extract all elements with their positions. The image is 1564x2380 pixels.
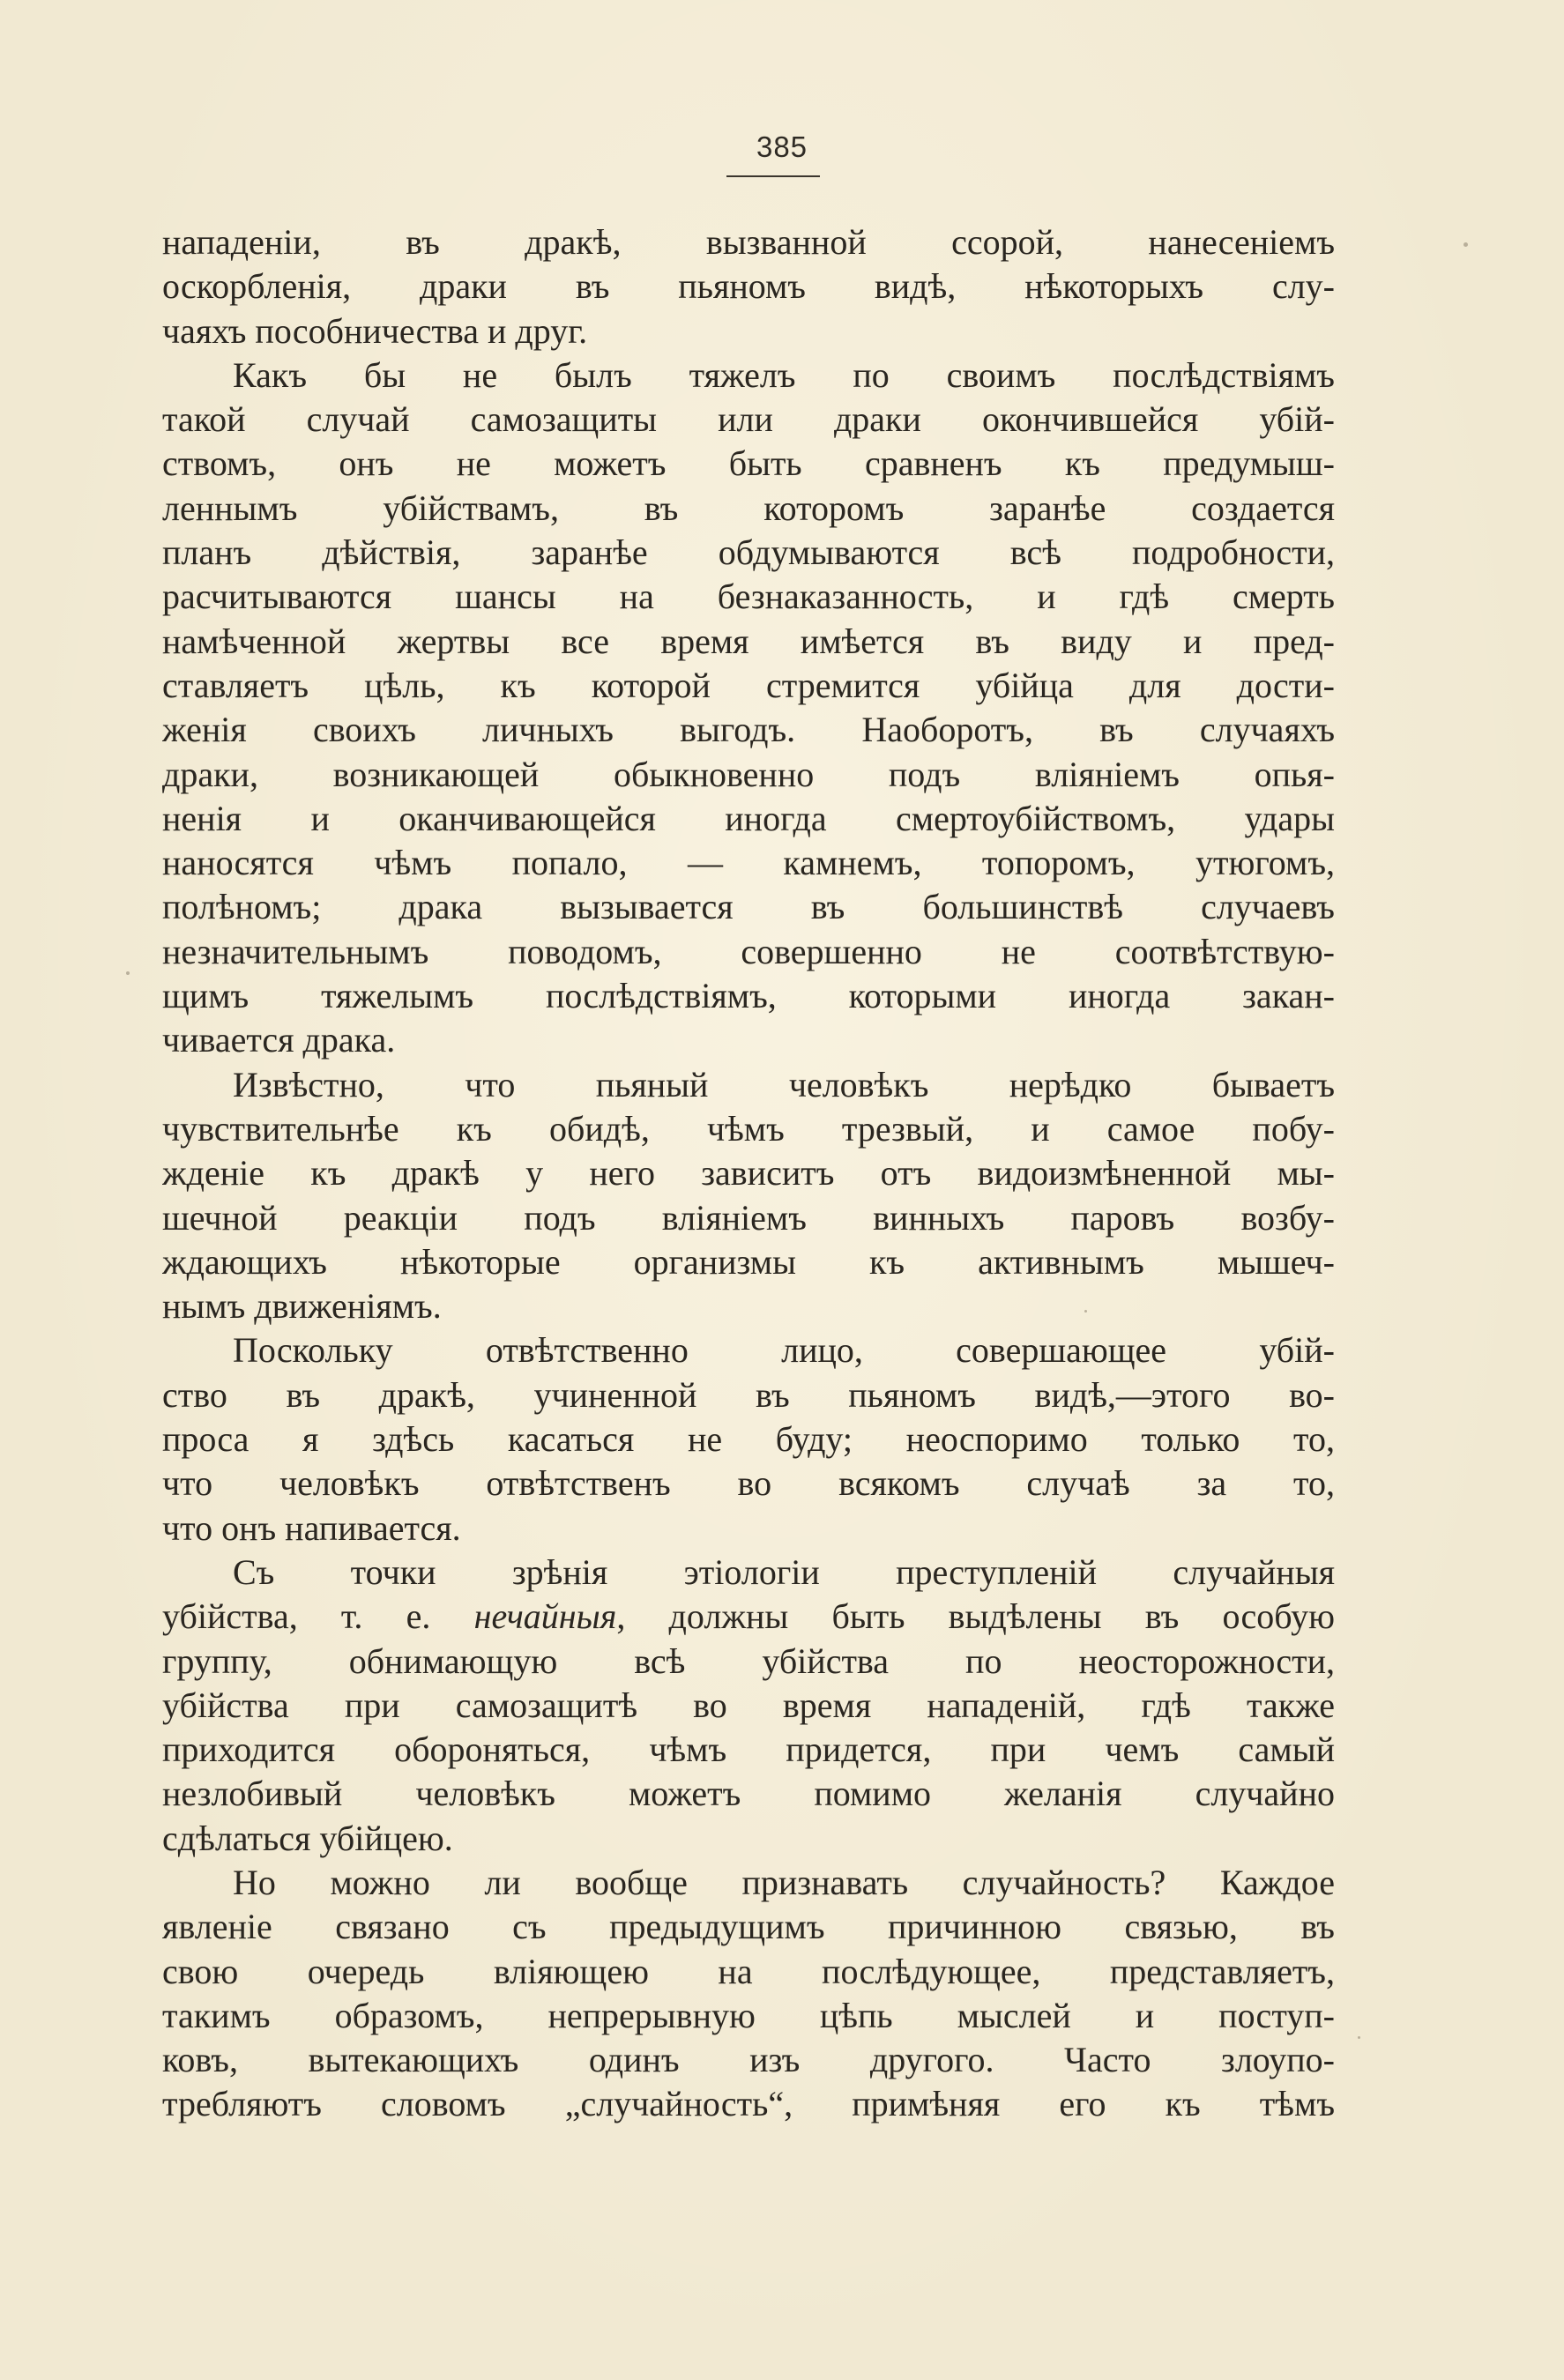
text-line: убiйства при самозащитѣ во время нападенiй, гдѣ также — [162, 1685, 1335, 1725]
text-line: чувствительнѣе къ обидѣ, чѣмъ трезвый, и самое побу- — [162, 1108, 1335, 1149]
body-text — [162, 220, 1335, 2127]
paper-speck — [126, 971, 130, 975]
text-line: ствомъ, онъ не можетъ быть сравненъ къ предумыш- — [162, 443, 1335, 484]
text-line: требляютъ словомъ „случайность“, примѣняя его къ тѣмъ — [162, 2084, 1335, 2124]
text-line: полѣномъ; драка вызывается въ большинствѣ случаевъ — [162, 887, 1335, 927]
paper-speck — [1358, 2036, 1360, 2039]
text-line — [162, 1595, 1335, 1639]
paper-speck — [1463, 242, 1468, 247]
text-line: Поскольку отвѣтственно лицо, совершающее убiй- — [233, 1330, 1335, 1371]
text-line: ждающихъ нѣкоторые организмы къ активнымъ мышеч- — [162, 1241, 1335, 1282]
text-line: чивается драка. — [162, 1020, 396, 1060]
text-line: шечной реакцiи подъ влiянiемъ винныхъ паровъ возбу- — [162, 1197, 1335, 1238]
text-line: Извѣстно, что пьяный человѣкъ нерѣдко бываетъ — [233, 1064, 1335, 1104]
text-line: группу, обнимающую всѣ убiйства по неосторожности, — [162, 1640, 1335, 1681]
text-line: планъ дѣйствiя, заранѣе обдумываются всѣ подробности, — [162, 532, 1335, 573]
text-line: ковъ, вытекающихъ одинъ изъ другого. Часто злоупо- — [162, 2040, 1335, 2080]
text-line: Но можно ли вообще признавать случайность? Каждое — [233, 1862, 1335, 1902]
text-line: такимъ образомъ, непрерывную цѣпь мыслей и поступ- — [162, 1995, 1335, 2035]
text-line: Какъ бы не былъ тяжелъ по своимъ послѣдствiямъ — [233, 354, 1335, 395]
text-line: нападенiи, въ дракѣ, вызванной ссорой, нанесенiемъ — [162, 222, 1335, 262]
text-line: нымъ движенiямъ. — [162, 1286, 442, 1327]
text-line: незначительнымъ поводомъ, совершенно не соотвѣтствую- — [162, 931, 1335, 971]
text-segment: убiйства, т. е. — [162, 1596, 474, 1637]
text-line: сдѣлаться убiйцею. — [162, 1818, 453, 1858]
text-line: жденiе къ дракѣ у него зависитъ отъ видоизмѣненной мы- — [162, 1153, 1335, 1194]
text-line: приходится обороняться, чѣмъ придется, при чемъ самый — [162, 1729, 1335, 1770]
text-line: леннымъ убiйствамъ, въ которомъ заранѣе создается — [162, 487, 1335, 528]
text-line: Съ точки зрѣнiя этiологiи преступленiй случайныя — [233, 1551, 1335, 1592]
text-line: женiя своихъ личныхъ выгодъ. Наоборотъ, въ случаяхъ — [162, 710, 1335, 750]
text-line: такой случай самозащиты или драки окончившейся убiй- — [162, 399, 1335, 440]
text-segment: , должны быть выдѣлены въ особую — [616, 1596, 1335, 1637]
text-line: драки, возникающей обыкновенно подъ влiянiемъ опья- — [162, 754, 1335, 794]
text-line: незлобивый человѣкъ можетъ помимо желанiя случайно — [162, 1774, 1335, 1814]
text-line: ненiя и оканчивающейся иногда смертоубiйствомъ, удары — [162, 798, 1335, 838]
text-line: ство въ дракѣ, учиненной въ пьяномъ видѣ,—этого во- — [162, 1374, 1335, 1415]
text-line: намѣченной жертвы все время имѣется въ виду и пред- — [162, 621, 1335, 661]
text-line: ставляетъ цѣль, къ которой стремится убiйца для дости- — [162, 665, 1335, 705]
text-line: чаяхъ пособничества и друг. — [162, 310, 588, 351]
text-line: оскорбленiя, драки въ пьяномъ видѣ, нѣкоторыхъ слу- — [162, 266, 1335, 307]
text-line: проса я здѣсь касаться не буду; неоспоримо только то, — [162, 1419, 1335, 1460]
text-line: расчитываются шансы на безнаказанность, и гдѣ смерть — [162, 576, 1335, 617]
page-number: 385 — [756, 130, 808, 163]
text-line: щимъ тяжелымъ послѣдствiямъ, которыми иногда закан- — [162, 976, 1335, 1016]
page-number-rule — [726, 175, 820, 177]
paper-speck — [1084, 1310, 1087, 1313]
text-line: свою очередь влiяющею на послѣдующее, представляетъ, — [162, 1951, 1335, 1991]
text-line: что онъ напивается. — [162, 1507, 461, 1548]
text-line: что человѣкъ отвѣтственъ во всякомъ случаѣ за то, — [162, 1463, 1335, 1504]
text-line: явленiе связано съ предыдущимъ причинною связью, въ — [162, 1907, 1335, 1947]
text-line: наносятся чѣмъ попало, — камнемъ, топоромъ, утюгомъ, — [162, 843, 1335, 883]
italic-term: нечайныя — [473, 1596, 617, 1637]
